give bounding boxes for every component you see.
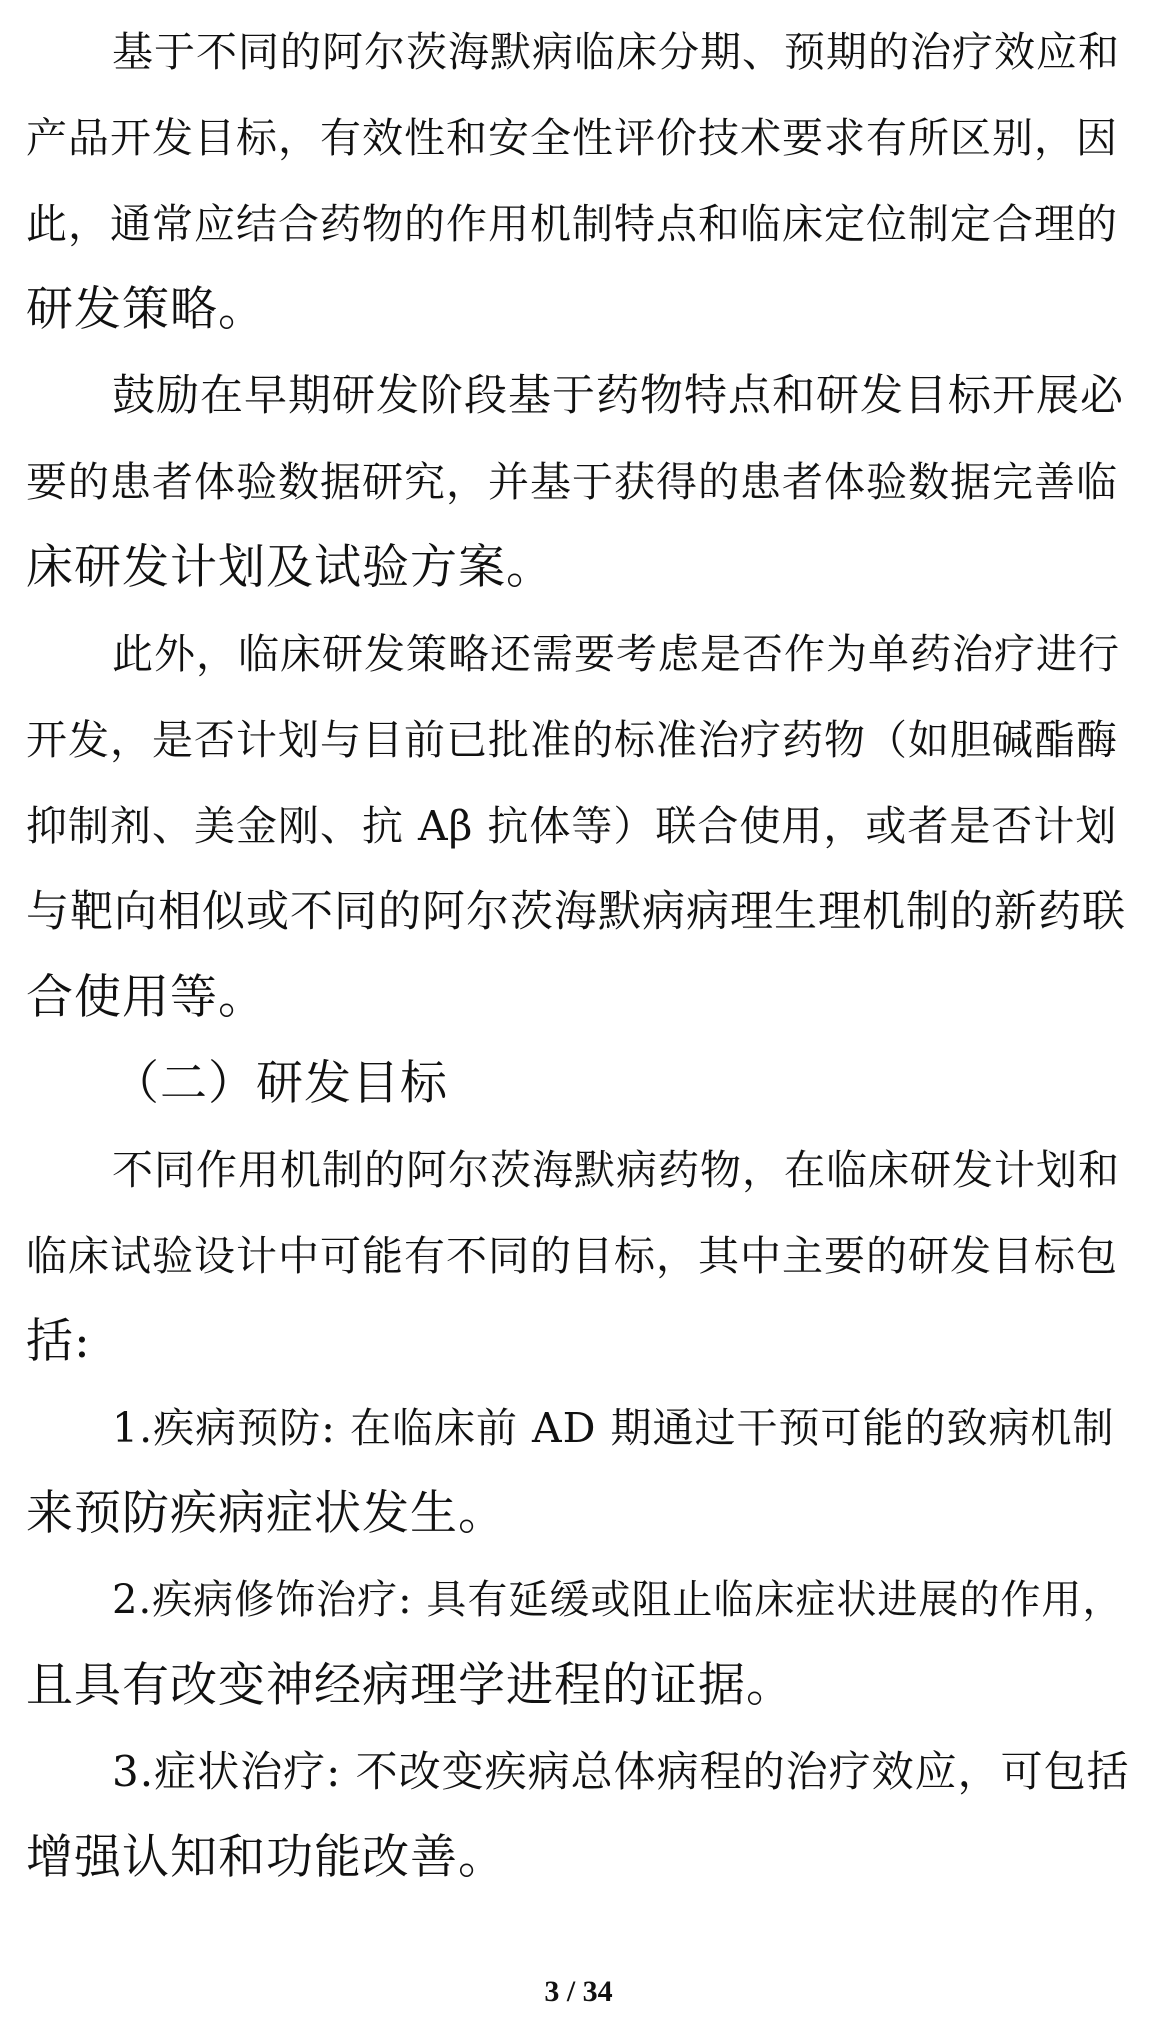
paragraph-3-line-1: 此外，临床研发策略还需要考虑是否作为单药治疗进行 — [112, 630, 1120, 678]
paragraph-3-line-3: 抑制剂、美金刚、抗 Aβ 抗体等）联合使用，或者是否计划 — [26, 802, 1118, 850]
paragraph-3-line-5: 合使用等。 — [26, 970, 266, 1025]
paragraph-1-line-2: 产品开发目标，有效性和安全性评价技术要求有所区别，因 — [26, 114, 1118, 162]
paragraph-3-line-2: 开发，是否计划与目前已批准的标准治疗药物（如胆碱酯酶 — [26, 716, 1118, 764]
paragraph-1-line-1: 基于不同的阿尔茨海默病临床分期、预期的治疗效应和 — [112, 28, 1120, 76]
paragraph-2-line-1: 鼓励在早期研发阶段基于药物特点和研发目标开展必 — [112, 371, 1124, 421]
section-heading: （二）研发目标 — [112, 1056, 448, 1111]
paragraph-2-line-3: 床研发计划及试验方案。 — [26, 540, 554, 595]
paragraph-1-line-4: 研发策略。 — [26, 282, 266, 337]
list-item-3-line-1: 3.症状治疗: 不改变疾病总体病程的治疗效应，可包括 — [112, 1747, 1130, 1796]
list-item-1-line-1: 1.疾病预防: 在临床前 AD 期通过干预可能的致病机制 — [112, 1404, 1115, 1452]
paragraph-1-line-3: 此，通常应结合药物的作用机制特点和临床定位制定合理的 — [26, 200, 1118, 248]
list-item-1-line-2: 来预防疾病症状发生。 — [26, 1486, 506, 1541]
page-number: 3 / 34 — [544, 1975, 613, 2008]
section-paragraph-1-line-2: 临床试验设计中可能有不同的目标，其中主要的研发目标包 — [26, 1232, 1118, 1280]
paragraph-2-line-2: 要的患者体验数据研究，并基于获得的患者体验数据完善临 — [26, 458, 1118, 506]
list-item-2-line-1: 2.疾病修饰治疗: 具有延缓或阻止临床症状进展的作用， — [112, 1577, 1124, 1623]
section-paragraph-1-line-3: 括: — [26, 1314, 91, 1369]
section-paragraph-1-line-1: 不同作用机制的阿尔茨海默病药物，在临床研发计划和 — [112, 1146, 1120, 1194]
list-item-2-line-2: 且具有改变神经病理学进程的证据。 — [26, 1658, 794, 1713]
paragraph-3-line-4: 与靶向相似或不同的阿尔茨海默病病理生理机制的新药联 — [26, 887, 1126, 937]
list-item-3-line-2: 增强认知和功能改善。 — [26, 1830, 506, 1885]
